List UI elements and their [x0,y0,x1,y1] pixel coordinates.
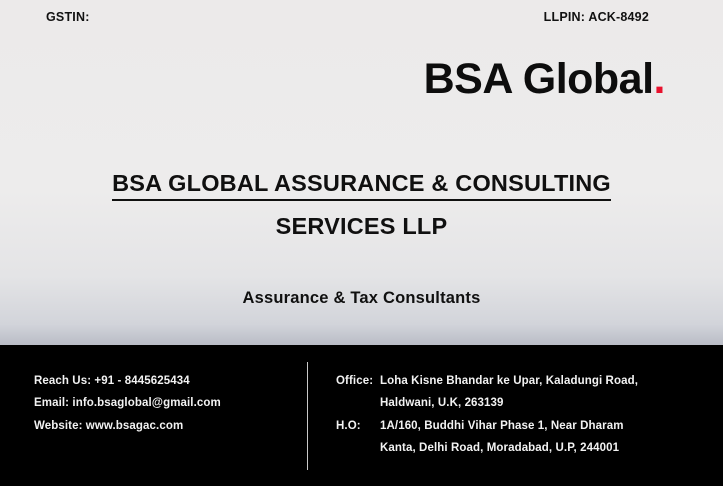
ho-address-label: H.O: [336,419,361,432]
ho-address-line-1: 1A/160, Buddhi Vihar Phase 1, Near Dharam [380,419,624,432]
brand-logo [423,55,665,103]
ho-address-line-2: Kanta, Delhi Road, Moradabad, U.P, 244001 [380,442,620,455]
brand-name: BSA Global [423,55,654,103]
email-text: Email: info.bsaglobal@gmail.com [34,397,221,410]
phone-text: Reach Us: +91 - 8445625434 [34,375,190,387]
ho-address-row [336,415,638,437]
firm-tagline: Assurance & Tax Consultants [242,289,481,307]
footer-contact-block [34,370,221,437]
firm-name-line-2: SERVICES LLP [275,212,448,239]
office-address-label: Office: [336,375,374,387]
brand-accent-dot: . [653,55,665,103]
gstin-label: GSTIN: [46,10,90,24]
office-address-line-2: Haldwani, U.K, 263139 [380,397,504,410]
firm-name-line-1: BSA GLOBAL ASSURANCE & CONSULTING [112,172,611,201]
letterhead-footer [0,345,723,486]
office-address-line-1: Loha Kisne Bhandar ke Upar, Kaladungi Road, [380,375,638,387]
office-address-row [336,370,638,392]
footer-divider [307,362,308,470]
footer-address-block [336,370,638,460]
llpin-label: LLPIN: ACK-8492 [543,10,649,24]
firm-name [0,172,723,238]
website-text: Website: www.bsagac.com [34,419,184,432]
